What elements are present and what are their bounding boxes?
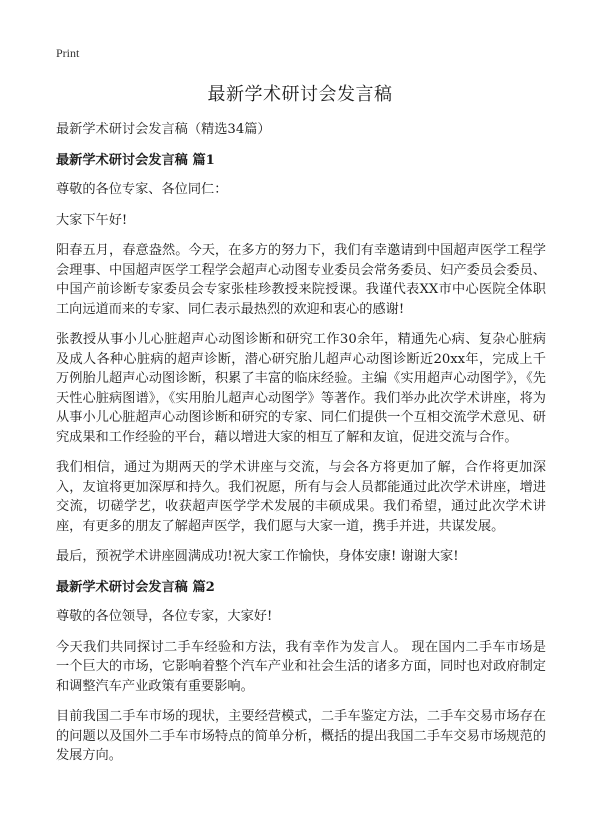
- section-heading-1: 最新学术研讨会发言稿 篇1: [56, 152, 215, 168]
- paragraph: 今天我们共同探讨二手车经验和方法，我有幸作为发言人。 现在国内二手车市场是一个巨大的市场，它影响着整个汽车产业和社会生活的诸多方面，同时也对政府制定和调整汽车产业政策有重要影响。: [56, 639, 546, 694]
- document-title: 最新学术研讨会发言稿: [207, 84, 393, 105]
- paragraph: 目前我国二手车市场的现状，主要经营模式，二手车鉴定方法，二手车交易市场存在的问题以及国外二手车市场特点的简单分析，概括的提出我国二手车交易市场规范的发展方向。: [56, 709, 546, 763]
- paragraph: 大家下午好!: [56, 212, 128, 228]
- section-heading-2: 最新学术研讨会发言稿 篇2: [56, 579, 215, 595]
- paragraph: 我们相信，通过为期两天的学术讲座与交流，与会各方将更加了解，合作将更加深入，友谊将更加深厚和持久。我们祝愿，所有与会人员都能通过此次学术讲座，增进交流，切磋学艺，收获超声医学学术发展的丰硕成果。我们希望，通过此次学术讲座，有更多的朋友了解超声医学，我们愿与大家一道，携手并进，共谋发展。: [56, 460, 546, 534]
- paragraph: 阳春五月，春意盎然。今天，在多方的努力下，我们有幸邀请到中国超声医学工程学会理事、中国超声医学工程学会超声心动图专业委员会常务委员、妇产委员会委员、中国产前诊断专家委员会专家张桂珍教授来院授课。我谨代表XX市中心医院全体职工向远道而来的专家、同仁表示最热烈的欢迎和衷心的感谢!: [56, 243, 546, 317]
- paragraph: 最后，预祝学术讲座圆满成功!祝大家工作愉快，身体安康! 谢谢大家!: [56, 549, 459, 564]
- paragraph: 张教授从事小儿心脏超声心动图诊断和研究工作30余年，精通先心病、复杂心脏病及成人各种心脏病的超声诊断，潜心研究胎儿超声心动图诊断近20xx年，完成上千万例胎儿超声心动图诊断，积累了丰富的临床经验。主编《实用超声心动图学》，《先天性心脏病图谱》，《实用胎儿超声心动图学》等著作。我们举办此次学术讲座，将为从事小儿心脏超声心动图诊断和研究的专家、同仁们提供一个互相交流学术意见、研究成果和工作经验的平台，藉以增进大家的相互了解和友谊，促进交流与合作。: [56, 332, 546, 445]
- print-link[interactable]: Print: [56, 46, 80, 60]
- document-body: [56, 120, 546, 777]
- paragraph: 尊敬的各位领导，各位专家，大家好!: [56, 609, 273, 624]
- document-subtitle: 最新学术研讨会发言稿（精选34篇）: [56, 122, 271, 137]
- paragraph: 尊敬的各位专家、各位同仁：: [56, 182, 228, 197]
